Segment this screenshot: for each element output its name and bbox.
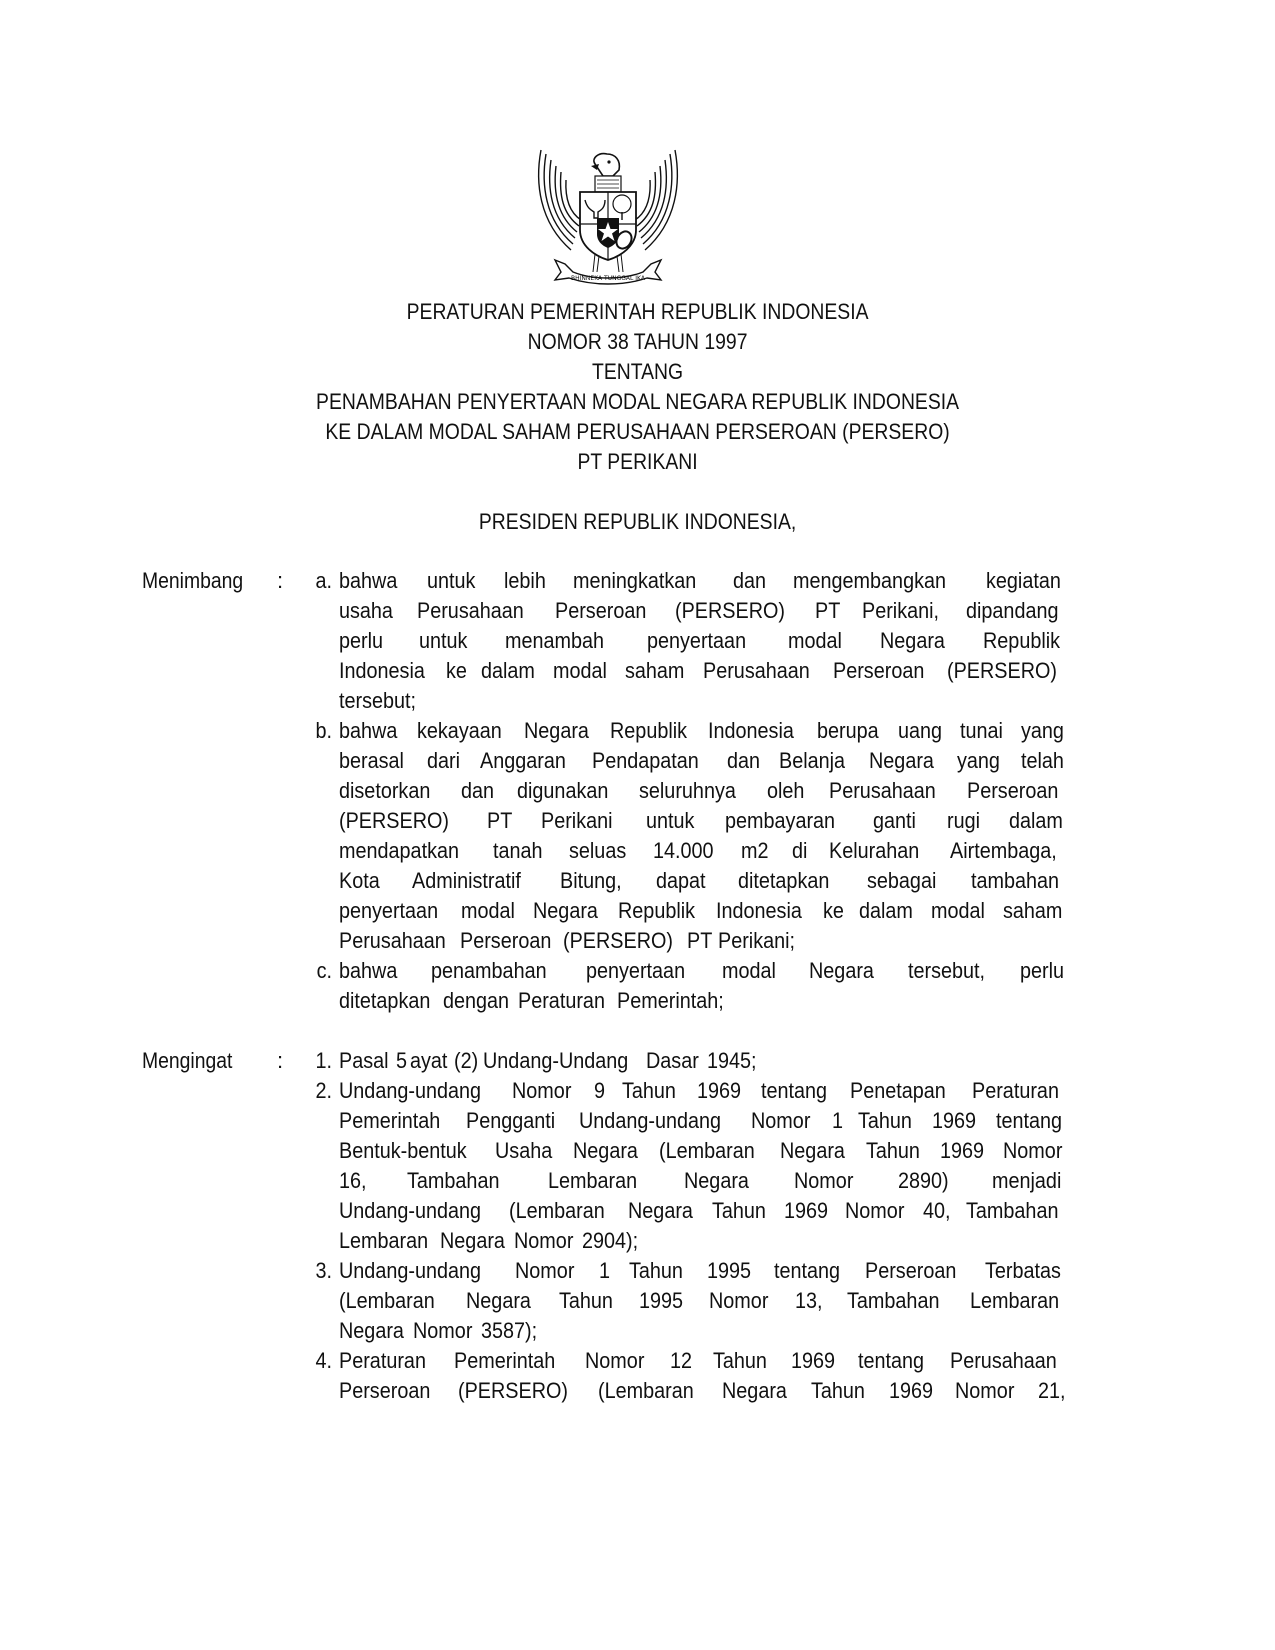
section-colon: :: [277, 568, 284, 593]
word: Tahun: [628, 1258, 683, 1283]
word: (2): [453, 1048, 479, 1073]
word: Undang-Undang: [482, 1048, 629, 1073]
word: Indonesia: [339, 658, 425, 683]
word: Indonesia: [708, 718, 795, 743]
section-colon: :: [277, 1048, 284, 1073]
word: 1995: [639, 1288, 684, 1313]
word: seluas: [568, 838, 626, 863]
word: Undang-undang: [339, 1198, 482, 1223]
word: Nomor: [512, 1078, 572, 1103]
word: 1969: [932, 1108, 977, 1133]
word: (PERSERO): [457, 1378, 568, 1403]
word: Perikani,: [862, 598, 940, 623]
word: m2: [740, 838, 769, 863]
word: Negara: [533, 898, 599, 923]
word: saham: [1002, 898, 1063, 923]
svg-text:BHINNEKA TUNGGAL IKA: BHINNEKA TUNGGAL IKA: [571, 275, 645, 282]
word: dan: [460, 778, 494, 803]
word: Nomor: [413, 1318, 473, 1343]
word: Tahun: [621, 1078, 676, 1103]
word: (Lembaran: [339, 1288, 435, 1313]
word: 1969: [791, 1348, 836, 1373]
word: Belanja: [779, 748, 846, 773]
word: untuk: [426, 568, 476, 593]
word: Negara: [440, 1228, 506, 1253]
word: Negara: [868, 748, 934, 773]
word: Nomor: [514, 1228, 574, 1253]
word: mengembangkan: [792, 568, 946, 593]
word: Tambahan: [966, 1198, 1059, 1223]
word: 1969: [888, 1378, 933, 1403]
word: pembayaran: [725, 808, 836, 833]
word: Perseroan: [833, 658, 925, 683]
word: Nomor: [708, 1288, 769, 1313]
word: ayat: [410, 1048, 448, 1073]
word: Negara: [572, 1138, 638, 1163]
word: Pendapatan: [591, 748, 699, 773]
word: Negara: [721, 1378, 787, 1403]
word: yang: [957, 748, 1001, 773]
text-line: [339, 716, 1069, 746]
word: Perikani;: [717, 928, 795, 953]
word: uang: [898, 718, 943, 743]
word: Negara: [808, 958, 874, 983]
word: (Lembaran: [509, 1198, 605, 1223]
word: Republik: [617, 898, 695, 923]
word: 1969: [697, 1078, 742, 1103]
word: sebagai: [866, 868, 937, 893]
word: Perseroan: [339, 1378, 431, 1403]
word: penyertaan: [585, 958, 685, 983]
text-line: [339, 686, 1069, 716]
word: Peraturan: [517, 988, 605, 1013]
word: digunakan: [517, 778, 609, 803]
menimbang-section: [142, 566, 1082, 1016]
word: kegiatan: [985, 568, 1061, 593]
word: Administratif: [411, 868, 521, 893]
word: saham: [624, 658, 685, 683]
text-line: [339, 896, 1069, 926]
word: menjadi: [991, 1168, 1062, 1193]
word: ke: [446, 658, 468, 683]
word: Perseroan: [554, 598, 647, 623]
word: 2890): [897, 1168, 949, 1193]
word: 21,: [1038, 1378, 1066, 1403]
item-marker: 4.: [315, 1348, 332, 1373]
word: 9: [593, 1078, 605, 1103]
word: dapat: [655, 868, 706, 893]
word: 5: [396, 1048, 408, 1073]
word: Penetapan: [850, 1078, 947, 1103]
word: Nomor: [751, 1108, 811, 1133]
word: modal: [788, 628, 843, 653]
word: 12: [669, 1348, 692, 1373]
text-line: [339, 926, 1069, 956]
word: bahwa: [339, 958, 398, 983]
word: (Lembaran: [597, 1378, 694, 1403]
word: penyertaan: [646, 628, 746, 653]
word: modal: [722, 958, 777, 983]
word: Pemerintah: [454, 1348, 556, 1373]
text-line: [339, 1106, 1069, 1136]
word: Tahun: [865, 1138, 920, 1163]
word: 1969: [939, 1138, 984, 1163]
item-marker: c.: [316, 958, 332, 983]
word: rugi: [946, 808, 980, 833]
text-line: [339, 596, 1069, 626]
word: Perseroan: [459, 928, 552, 953]
word: Nomor: [954, 1378, 1015, 1403]
word: Perusahaan: [702, 658, 810, 683]
word: 40,: [923, 1198, 951, 1223]
section-label: Mengingat: [142, 1048, 233, 1073]
text-line: [339, 746, 1069, 776]
word: PT: [486, 808, 513, 833]
legal-basis-item-2: [142, 1076, 1082, 1256]
word: penyertaan: [339, 898, 439, 923]
word: Perusahaan: [950, 1348, 1058, 1373]
word: mendapatkan: [339, 838, 459, 863]
title-line-company: PT PERIKANI: [577, 449, 698, 474]
word: Nomor: [845, 1198, 905, 1223]
word: Negara: [779, 1138, 845, 1163]
word: Tambahan: [846, 1288, 940, 1313]
word: Negara: [879, 628, 945, 653]
word: tentang: [858, 1348, 925, 1373]
text-line: [339, 1346, 1069, 1376]
text-line: [339, 806, 1069, 836]
word: tunai: [960, 718, 1004, 743]
item-marker: b.: [315, 718, 332, 743]
word: tentang: [761, 1078, 828, 1103]
word: Negara: [684, 1168, 750, 1193]
word: (PERSERO): [563, 928, 674, 953]
consideration-item-a: [142, 566, 1082, 716]
word: Usaha: [495, 1138, 553, 1163]
word: 1: [598, 1258, 610, 1283]
word: Perusahaan: [417, 598, 525, 623]
mengingat-section: [142, 1046, 1082, 1406]
word: Tahun: [711, 1198, 766, 1223]
legal-basis-item-1: [142, 1046, 1082, 1076]
word: untuk: [645, 808, 695, 833]
word: Undang-undang: [579, 1108, 722, 1133]
item-marker: a.: [315, 568, 332, 593]
word: telah: [1021, 748, 1065, 773]
word: (PERSERO): [674, 598, 785, 623]
text-line: [339, 866, 1069, 896]
word: berupa: [816, 718, 879, 743]
legal-basis-item-3: [142, 1256, 1082, 1346]
word: modal: [930, 898, 985, 923]
word: Lembaran: [339, 1228, 429, 1253]
word: ke: [823, 898, 845, 923]
item-marker: 3.: [315, 1258, 332, 1283]
text-line: [339, 566, 1069, 596]
text-line: [339, 626, 1069, 656]
word: Perikani: [540, 808, 613, 833]
consideration-item-c: [142, 956, 1082, 1016]
word: usaha: [339, 598, 393, 623]
word: untuk: [419, 628, 468, 653]
word: meningkatkan: [573, 568, 697, 593]
word: disetorkan: [339, 778, 431, 803]
word: 14.000: [652, 838, 714, 863]
word: dalam: [481, 658, 536, 683]
word: Republik: [983, 628, 1061, 653]
word: lebih: [503, 568, 546, 593]
text-line: [339, 1256, 1069, 1286]
word: ditetapkan: [737, 868, 830, 893]
text-line: [339, 956, 1069, 986]
word: 13,: [795, 1288, 823, 1313]
word: Kelurahan: [829, 838, 920, 863]
word: bahwa: [339, 718, 398, 743]
word: Pengganti: [465, 1108, 555, 1133]
word: menambah: [504, 628, 604, 653]
word: Kota: [339, 868, 380, 893]
word: Negara: [627, 1198, 693, 1223]
word: Airtembaga,: [950, 838, 1058, 863]
word: Lembaran: [547, 1168, 637, 1193]
document-title-block: [77, 297, 1199, 477]
word: perlu: [1020, 958, 1065, 983]
text-line: [339, 986, 1069, 1016]
word: 1995: [706, 1258, 751, 1283]
word: dan: [726, 748, 760, 773]
word: tanah: [492, 838, 543, 863]
text-line: [339, 1166, 1069, 1196]
word: Nomor: [794, 1168, 854, 1193]
word: tentang: [773, 1258, 840, 1283]
section-label: Menimbang: [142, 568, 244, 593]
word: PT: [815, 598, 841, 623]
word: Pemerintah: [339, 1108, 441, 1133]
word: Tahun: [712, 1348, 767, 1373]
word: Negara: [339, 1318, 404, 1343]
text-line: [339, 1196, 1069, 1226]
word: dalam: [858, 898, 913, 923]
word: ditetapkan: [339, 988, 431, 1013]
word: Anggaran: [480, 748, 567, 773]
word: Indonesia: [715, 898, 802, 923]
word: (PERSERO): [339, 808, 450, 833]
word: 16,: [339, 1168, 367, 1193]
word: (PERSERO): [946, 658, 1057, 683]
word: 2904);: [582, 1228, 639, 1253]
word: PT: [687, 928, 713, 953]
president-heading: PRESIDEN REPUBLIK INDONESIA,: [478, 509, 797, 534]
text-line: [339, 1076, 1069, 1106]
word: Bitung,: [559, 868, 622, 893]
word: Dasar: [646, 1048, 700, 1073]
garuda-pancasila-emblem-icon: [533, 142, 683, 292]
word: tambahan: [971, 868, 1060, 893]
word: Pemerintah;: [616, 988, 724, 1013]
title-line-number: NOMOR 38 TAHUN 1997: [527, 329, 748, 354]
word: Negara: [524, 718, 590, 743]
word: Perusahaan: [828, 778, 936, 803]
word: dengan: [442, 988, 509, 1013]
word: Lembaran: [969, 1288, 1060, 1313]
text-line: [339, 1226, 1069, 1256]
item-marker: 2.: [315, 1078, 332, 1103]
word: 1: [831, 1108, 843, 1133]
word: 1969: [784, 1198, 829, 1223]
text-line: [339, 1316, 1069, 1346]
word: tentang: [995, 1108, 1062, 1133]
word: dipandang: [966, 598, 1059, 623]
word: Nomor: [585, 1348, 645, 1373]
word: bahwa: [339, 568, 398, 593]
text-line: [339, 1136, 1069, 1166]
word: berasal: [339, 748, 404, 773]
word: seluruhnya: [639, 778, 737, 803]
word: Negara: [465, 1288, 531, 1313]
word: Perseroan: [967, 778, 1059, 803]
word: modal: [461, 898, 516, 923]
title-line-about: TENTANG: [592, 359, 684, 384]
word: dari: [427, 748, 461, 773]
word: Perseroan: [865, 1258, 957, 1283]
text-line: [339, 776, 1069, 806]
word: dalam: [1009, 808, 1063, 833]
text-line: [339, 1376, 1069, 1406]
word: Tahun: [558, 1288, 613, 1313]
word: Peraturan: [339, 1348, 426, 1373]
word: Nomor: [514, 1258, 575, 1283]
word: Pasal: [339, 1048, 389, 1073]
word: Undang-undang: [339, 1258, 482, 1283]
title-line-regulation: PERATURAN PEMERINTAH REPUBLIK INDONESIA: [406, 299, 869, 324]
word: Peraturan: [972, 1078, 1060, 1103]
legal-basis-item-4: [142, 1346, 1082, 1406]
word: Tahun: [811, 1378, 866, 1403]
text-line: [339, 656, 1069, 686]
word: tersebut;: [339, 688, 417, 713]
word: ganti: [873, 808, 917, 833]
word: perlu: [339, 628, 384, 653]
word: Bentuk-bentuk: [339, 1138, 467, 1163]
consideration-item-b: [142, 716, 1082, 956]
title-line-subject-2: KE DALAM MODAL SAHAM PERUSAHAAN PERSEROAN (PERSERO): [325, 419, 950, 444]
word: penambahan: [430, 958, 547, 983]
word: 1945;: [706, 1048, 757, 1073]
word: Nomor: [1002, 1138, 1063, 1163]
word: Terbatas: [984, 1258, 1061, 1283]
text-line: [339, 836, 1069, 866]
item-marker: 1.: [315, 1048, 332, 1073]
text-line: [339, 1286, 1069, 1316]
word: Undang-undang: [339, 1078, 482, 1103]
word: tersebut,: [907, 958, 985, 983]
word: Perusahaan: [339, 928, 446, 953]
word: modal: [553, 658, 608, 683]
word: Republik: [609, 718, 687, 743]
word: (Lembaran: [659, 1138, 755, 1163]
word: oleh: [766, 778, 805, 803]
word: yang: [1021, 718, 1065, 743]
word: Tambahan: [407, 1168, 500, 1193]
word: di: [791, 838, 808, 863]
word: Tahun: [858, 1108, 913, 1133]
word: dan: [733, 568, 767, 593]
title-line-subject-1: PENAMBAHAN PENYERTAAN MODAL NEGARA REPUBLIK INDONESIA: [316, 389, 960, 414]
word: 3587);: [481, 1318, 538, 1343]
word: kekayaan: [416, 718, 502, 743]
text-line: [339, 1046, 1069, 1076]
